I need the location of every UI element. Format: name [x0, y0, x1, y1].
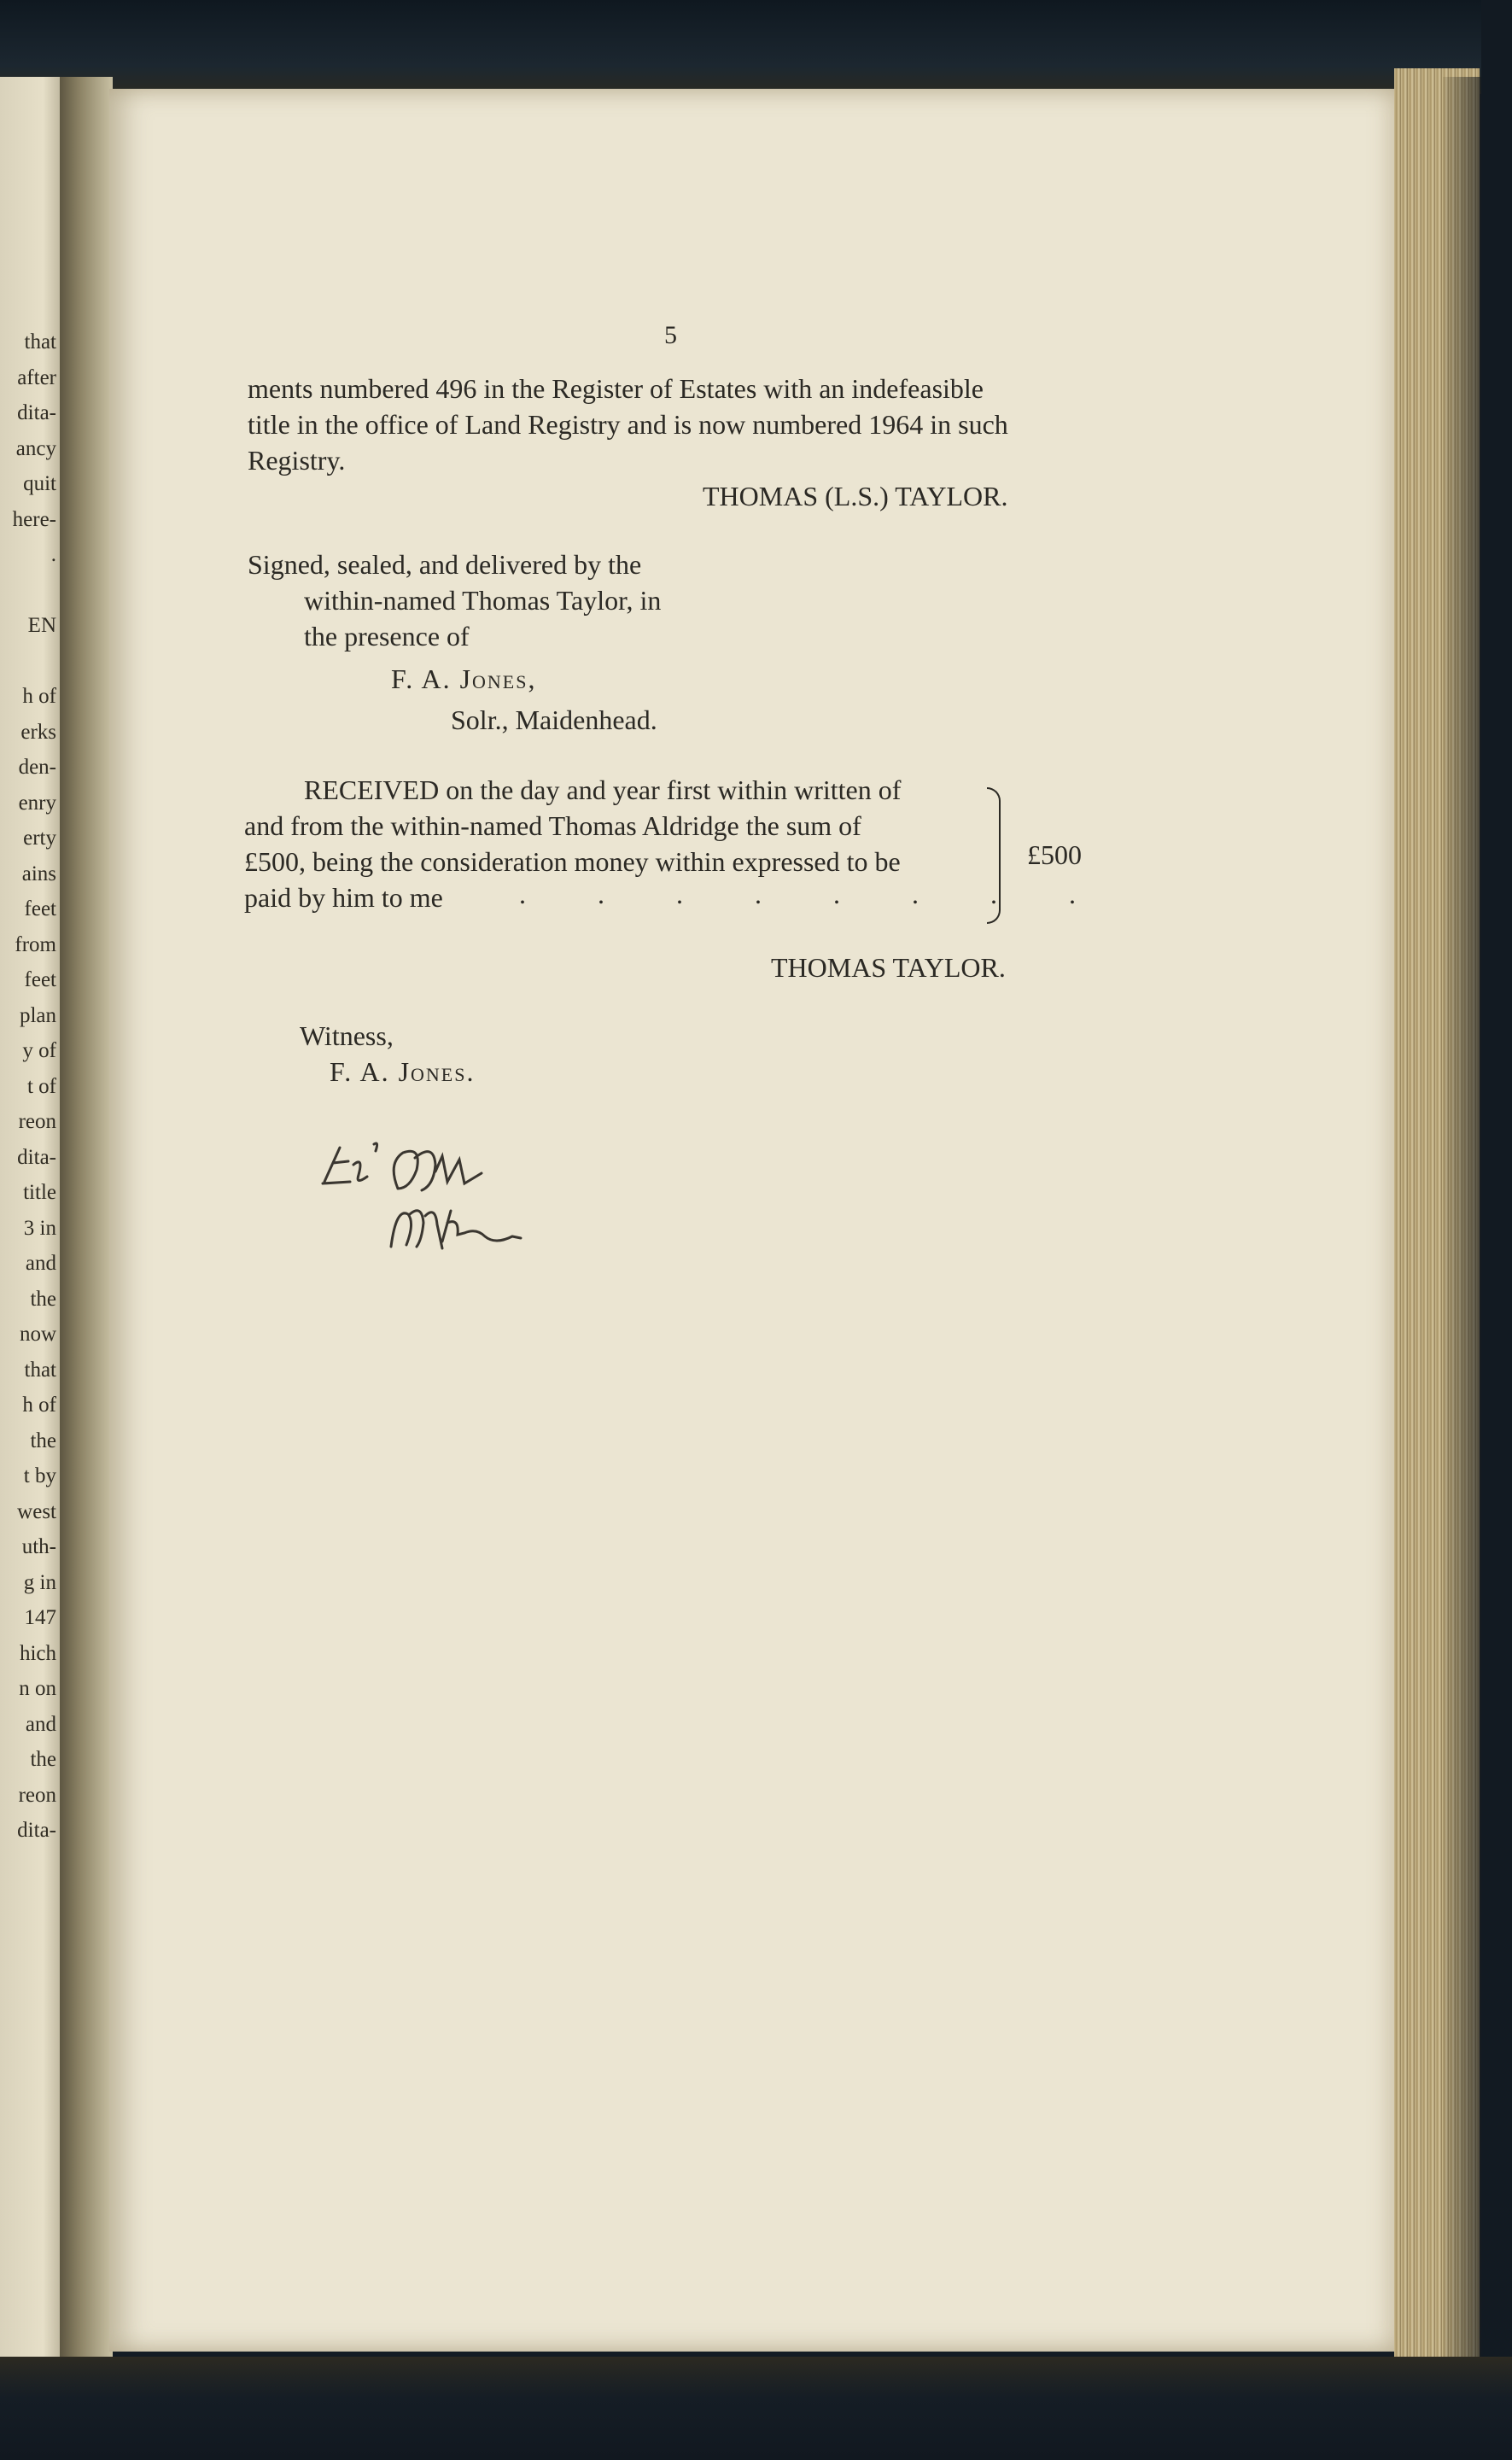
attestation-line: the presence of	[304, 621, 470, 652]
witness-title: Solr., Maidenhead.	[451, 704, 657, 735]
left-page-fragment: 147	[24, 1606, 56, 1629]
left-page-fragment: erty	[23, 827, 56, 850]
witness-name: F. A. Jones,	[391, 663, 537, 694]
left-page-fragment: t of	[26, 1074, 56, 1098]
receipt-line: and from the within-named Thomas Aldridge the sum of	[244, 810, 861, 841]
document-page	[109, 89, 1394, 2352]
left-page-fragment: 3 in	[23, 1216, 56, 1240]
receipt-dots: . . . . . . . .	[519, 879, 1108, 909]
left-page-fragment: title	[23, 1181, 56, 1204]
body-line: title in the office of Land Registry and is now numbered 1964 in such	[248, 409, 1008, 440]
left-page-fragment: y of	[22, 1039, 56, 1062]
receipt-line: paid by him to me	[244, 882, 443, 913]
left-page-fragment: now	[19, 1323, 56, 1346]
signature-thomas-ls-taylor: THOMAS (L.S.) TAYLOR.	[703, 481, 1008, 511]
body-line: Registry.	[248, 445, 346, 476]
left-page-fragment: n on	[19, 1677, 56, 1700]
left-page-fragment: ains	[21, 862, 56, 885]
receipt-brace	[987, 787, 1001, 924]
left-page-fragment: here-	[12, 507, 56, 531]
left-page-fragment: feet	[24, 968, 56, 991]
left-page-fragment: hich	[19, 1641, 56, 1665]
receipt-amount: £500	[1027, 839, 1082, 870]
signature-thomas-taylor: THOMAS TAYLOR.	[771, 952, 1006, 983]
left-page-fragment: uth-	[21, 1535, 56, 1558]
attestation-line: Signed, sealed, and delivered by the	[248, 549, 642, 580]
left-page-fragment: feet	[24, 897, 56, 920]
witness2-name: F. A. Jones.	[330, 1056, 476, 1087]
attestation-line: within-named Thomas Taylor, in	[304, 585, 662, 616]
left-page-fragment: dita-	[17, 1819, 56, 1842]
left-page-fragment: enry	[18, 791, 56, 815]
left-page-fragment: dita-	[17, 1145, 56, 1169]
left-page-fragment: g in	[23, 1570, 56, 1594]
left-page-fragment: the	[30, 1429, 56, 1452]
page-number: 5	[664, 321, 677, 349]
left-page-fragment: t by	[23, 1464, 56, 1487]
left-page-fragment: plan	[19, 1003, 56, 1027]
left-page-fragment: .	[50, 543, 56, 566]
left-page-fragment: EN	[27, 614, 56, 637]
left-page-fragment: quit	[23, 472, 56, 495]
handwritten-signature-mark	[314, 1122, 536, 1276]
book-gutter	[60, 77, 113, 2365]
left-page-fragment: reon	[18, 1110, 56, 1133]
left-page-fragment: den-	[18, 756, 56, 779]
left-page-fragment: west	[17, 1499, 56, 1523]
book-cover-top	[0, 0, 1512, 94]
left-page-fragment: ancy	[15, 436, 56, 460]
left-page-fragment: h of	[22, 685, 56, 708]
left-page-fragment: dita-	[17, 401, 56, 424]
witness-label: Witness,	[300, 1020, 394, 1051]
receipt-line: RECEIVED on the day and year first within written of	[304, 774, 902, 805]
book-cover-right	[1481, 0, 1512, 2460]
left-page-fragment: erks	[20, 720, 56, 744]
receipt-line: £500, being the consideration money within expressed to be	[244, 846, 901, 877]
left-page-fragment: the	[30, 1748, 56, 1771]
body-line: ments numbered 496 in the Register of Estates with an indefeasible	[248, 373, 984, 404]
left-page-fragment: the	[30, 1287, 56, 1311]
book-cover-bottom	[0, 2357, 1512, 2460]
left-page-fragment: and	[25, 1252, 56, 1275]
left-page-fragment: that	[24, 330, 56, 354]
left-page-fragment: after	[17, 365, 56, 389]
left-page-fragment: and	[25, 1712, 56, 1736]
left-page-fragment: h of	[22, 1394, 56, 1417]
left-page-fragment: reon	[18, 1783, 56, 1807]
left-page-edge	[0, 77, 61, 2365]
left-page-fragment: that	[24, 1358, 56, 1382]
left-page-fragment: from	[15, 932, 56, 956]
